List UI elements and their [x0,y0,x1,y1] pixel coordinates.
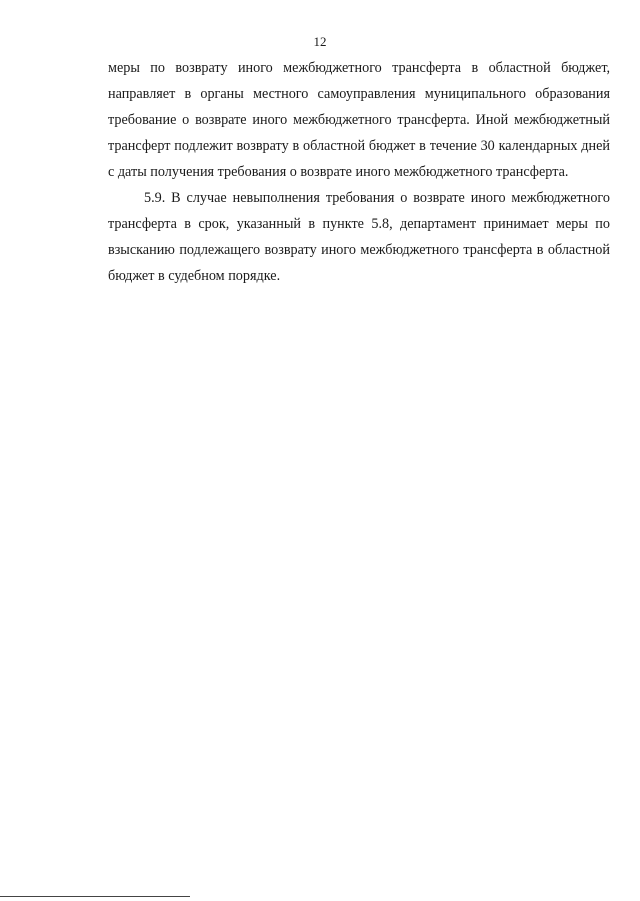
document-body [108,55,610,289]
paragraph-clause-5-9: 5.9. В случае невыполнения требования о возврате иного межбюджетного трансферта в срок, указанный в пункте 5.8, департамент принимает меры по взысканию подлежащего возврату иного межбюджетного трансферта в областной бюджет в судебном порядке. [108,190,610,284]
scan-edge-line [0,896,190,897]
paragraph-continuation: меры по возврату иного межбюджетного трансферта в областной бюджет, направляет в органы местного самоуправления муниципального образования требование о возврате иного межбюджетного трансферта. Иной межбюджетный трансферт подлежит возврату в областной бюджет в течение 30 календарных дней с даты получения требования о возврате иного межбюджетного трансферта. [108,60,610,180]
page-number: 12 [313,34,327,49]
